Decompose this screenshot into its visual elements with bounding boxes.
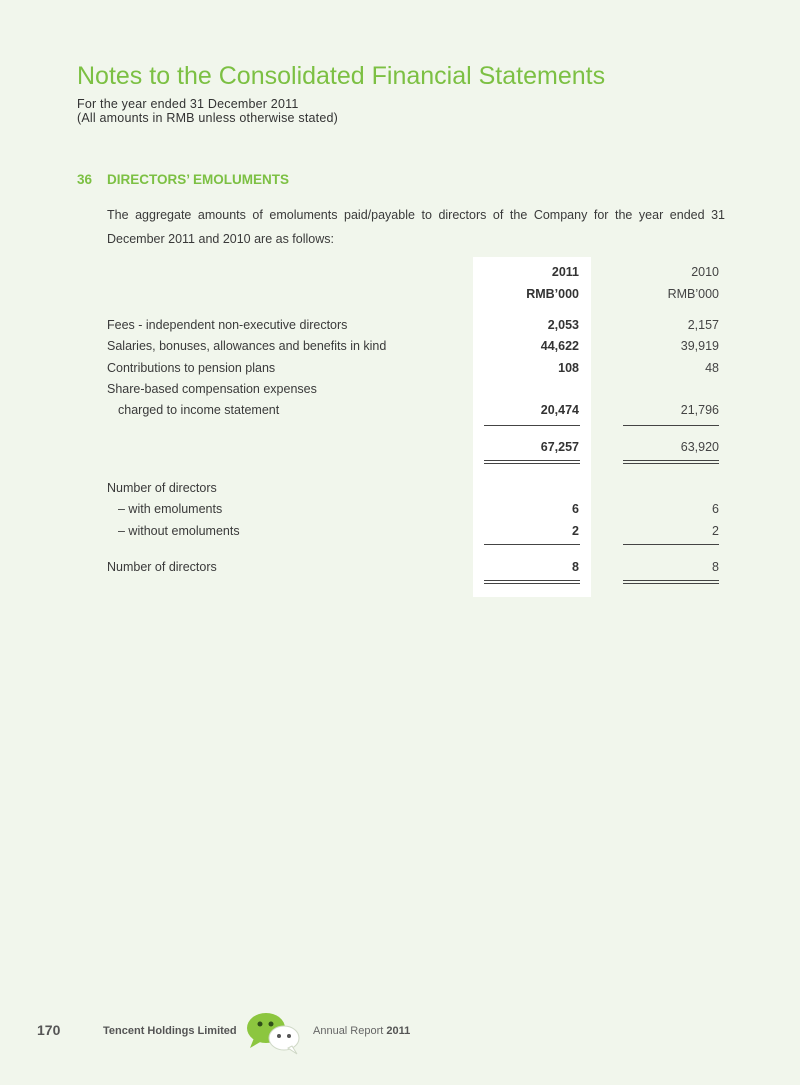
- section-number: 36: [77, 172, 93, 187]
- table-row: [107, 379, 719, 399]
- total-2010: 63,920: [680, 440, 719, 454]
- footer-company: Tencent Holdings Limited: [103, 1025, 237, 1037]
- section-intro: The aggregate amounts of emoluments paid/payable to directors of the Company for the year ended 31 December 2011 and 2010 are as follows:: [107, 208, 725, 246]
- table-row: [107, 400, 719, 420]
- row-label: Contributions to pension plans: [107, 361, 276, 375]
- page-number: 170: [37, 1022, 61, 1038]
- directors-total-2011: 8: [572, 560, 579, 574]
- page-subtitle-period: For the year ended 31 December 2011: [77, 97, 299, 111]
- row-label: Salaries, bonuses, allowances and benefits in kind: [107, 339, 387, 353]
- row-label: charged to income statement: [118, 403, 280, 417]
- value-2011: 108: [558, 361, 579, 375]
- page-subtitle-currency-note: (All amounts in RMB unless otherwise stated): [77, 111, 338, 125]
- subtotal-rule-2011: [484, 425, 580, 426]
- chat-bubbles-icon: [244, 1008, 304, 1061]
- total-double-rule-2010: [623, 460, 719, 464]
- table-row: [107, 521, 719, 541]
- directors-subtotal-rule-2010: [623, 544, 719, 545]
- table-row: [107, 315, 719, 335]
- table-row: [107, 336, 719, 356]
- value-2011: 44,622: [540, 339, 579, 353]
- value-2010: 2,157: [687, 318, 719, 332]
- subtotal-rule-2010: [623, 425, 719, 426]
- col-header-2011-year: 2011: [551, 265, 579, 279]
- directors-total-label: Number of directors: [107, 560, 217, 574]
- row-label: – with emoluments: [118, 502, 223, 516]
- row-label: Share-based compensation expenses: [107, 382, 317, 396]
- col-header-2010-year: 2010: [691, 265, 719, 279]
- col-header-2010-unit: RMB’000: [667, 287, 719, 301]
- col-header-2011-unit: RMB’000: [526, 287, 579, 301]
- total-double-rule-2011: [484, 460, 580, 464]
- row-label: Fees - independent non-executive directors: [107, 318, 348, 332]
- page-title: Notes to the Consolidated Financial Statements: [77, 62, 606, 90]
- directors-heading: Number of directors: [107, 481, 217, 495]
- table-header-year-row: [107, 262, 719, 282]
- footer-report-prefix: Annual Report: [313, 1025, 384, 1037]
- directors-subtotal-rule-2011: [484, 544, 580, 545]
- table-row: [107, 358, 719, 378]
- value-2011: 2: [572, 524, 579, 538]
- value-2010: 2: [712, 524, 719, 538]
- directors-total-row: [107, 557, 719, 577]
- directors-heading-row: [107, 478, 719, 498]
- table-header-unit-row: [107, 284, 719, 304]
- row-label: – without emoluments: [118, 524, 240, 538]
- footer-report: [313, 1025, 410, 1037]
- value-2010: 48: [705, 361, 719, 375]
- total-2011: 67,257: [540, 440, 579, 454]
- directors-double-rule-2011: [484, 580, 580, 584]
- directors-double-rule-2010: [623, 580, 719, 584]
- value-2011: 2,053: [547, 318, 579, 332]
- value-2011: 6: [572, 502, 579, 516]
- directors-total-2010: 8: [712, 560, 719, 574]
- value-2010: 21,796: [680, 403, 719, 417]
- table-row: [107, 499, 719, 519]
- section-title: DIRECTORS’ EMOLUMENTS: [107, 172, 290, 187]
- value-2010: 39,919: [680, 339, 719, 353]
- value-2011: 20,474: [540, 403, 579, 417]
- current-year-highlight-column: [473, 257, 591, 597]
- value-2010: 6: [712, 502, 719, 516]
- section-heading: [77, 172, 289, 187]
- footer-report-year: 2011: [386, 1025, 411, 1037]
- total-row: [107, 437, 719, 457]
